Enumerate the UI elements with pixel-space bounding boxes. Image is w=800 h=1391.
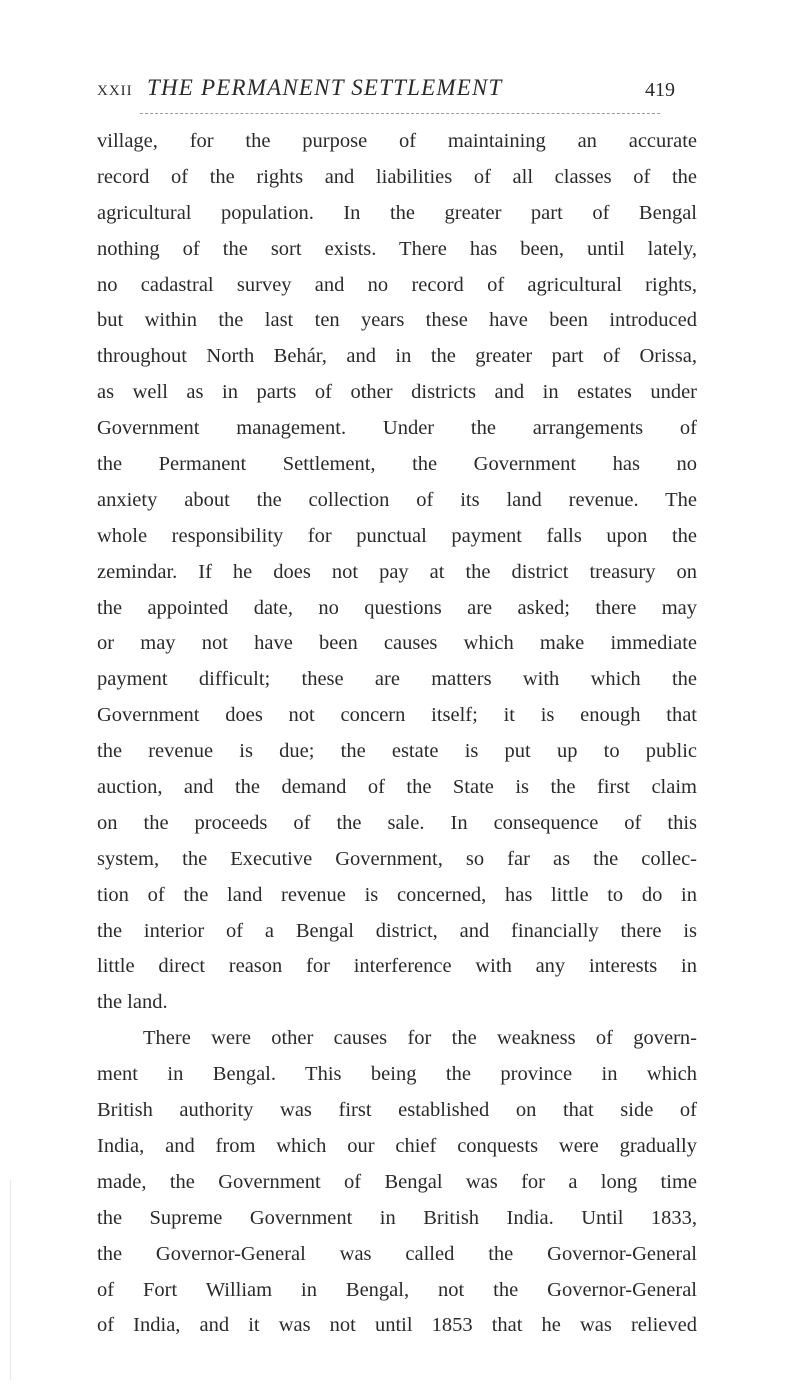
text-line: village, for the purpose of maintaining an accurate (97, 130, 697, 152)
text-line: of Fort William in Bengal, not the Governor-General (97, 1278, 697, 1301)
text-line: agricultural population. In the greater part of Bengal (97, 201, 697, 224)
section-numeral: XXII (97, 83, 133, 99)
text-line: record of the rights and liabilities of all classes of the (97, 165, 697, 188)
text-line: the revenue is due; the estate is put up to public (97, 740, 697, 763)
paragraph-start-line: There were other causes for the weakness of govern- (143, 1027, 697, 1050)
header-rule (140, 113, 660, 114)
text-line: nothing of the sort exists. There has been, until lately, (97, 237, 697, 260)
text-line: the interior of a Bengal district, and financially there is (97, 919, 697, 942)
text-line: Government does not concern itself; it is enough that (97, 704, 697, 727)
text-line: made, the Government of Bengal was for a long time (97, 1170, 697, 1193)
text-line: whole responsibility for punctual payment falls upon the (97, 524, 697, 547)
text-line: India, and from which our chief conquests were gradually (97, 1134, 697, 1157)
text-line: no cadastral survey and no record of agricultural rights, (97, 273, 697, 296)
text-line: throughout North Behár, and in the greater part of Orissa, (97, 345, 697, 368)
text-line: ment in Bengal. This being the province in which (97, 1063, 697, 1086)
text-line: auction, and the demand of the State is the first claim (97, 776, 697, 799)
paragraph-end-line: the land. (97, 991, 168, 1014)
text-line: of India, and it was not until 1853 that he was relieved (97, 1314, 697, 1337)
body-text (97, 124, 697, 1344)
running-head (97, 75, 675, 115)
page-edge-shadow (10, 1180, 11, 1380)
text-line: the appointed date, no questions are asked; there may (97, 596, 697, 619)
text-line: tion of the land revenue is concerned, has little to do in (97, 883, 697, 906)
text-line: payment difficult; these are matters with which the (97, 668, 697, 691)
page-number: 419 (645, 79, 675, 101)
running-title: THE PERMANENT SETTLEMENT (147, 75, 503, 100)
text-line: Government management. Under the arrangements of (97, 417, 697, 440)
text-line: the Supreme Government in British India. Until 1833, (97, 1206, 697, 1229)
text-line: but within the last ten years these have been introduced (97, 309, 697, 332)
text-line: anxiety about the collection of its land revenue. The (97, 488, 697, 511)
text-line: system, the Executive Government, so far as the collec- (97, 847, 697, 870)
text-line: as well as in parts of other districts and in estates under (97, 381, 697, 404)
text-line: the Governor-General was called the Governor-General (97, 1242, 697, 1265)
text-line: the Permanent Settlement, the Government has no (97, 453, 697, 476)
text-line: little direct reason for interference with any interests in (97, 955, 697, 978)
text-line: on the proceeds of the sale. In consequence of this (97, 811, 697, 834)
text-line: or may not have been causes which make immediate (97, 632, 697, 655)
text-line: zemindar. If he does not pay at the district treasury on (97, 560, 697, 583)
text-line: British authority was first established on that side of (97, 1099, 697, 1122)
